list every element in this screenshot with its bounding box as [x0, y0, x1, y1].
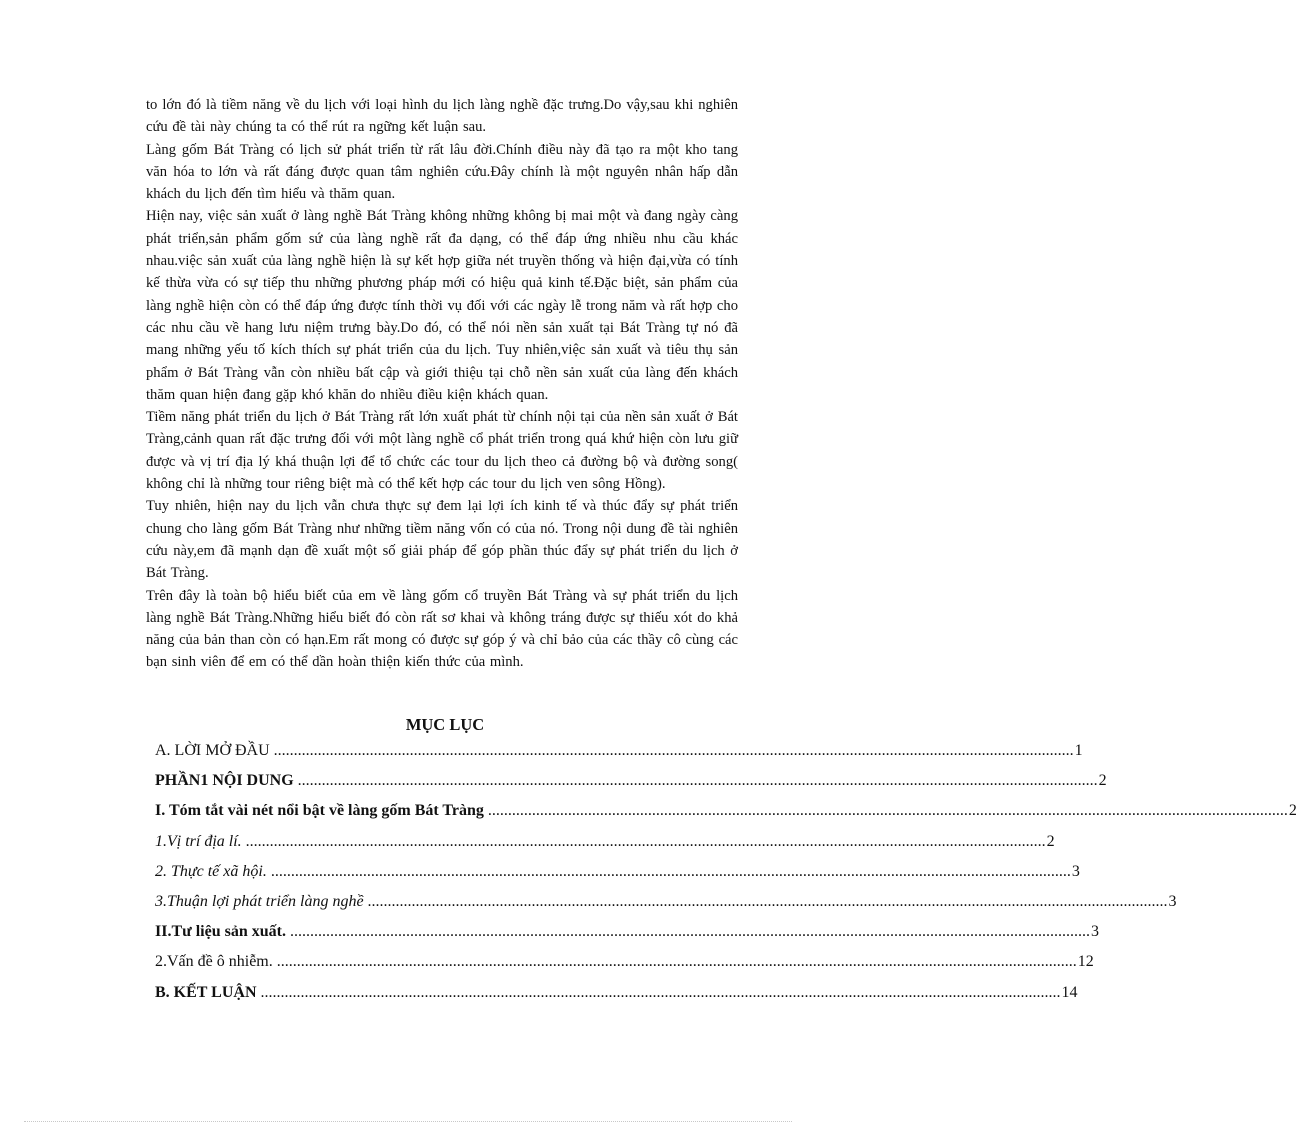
- footer-divider: [24, 1121, 792, 1122]
- toc-entry[interactable]: [155, 857, 1080, 887]
- table-of-contents: [155, 714, 1297, 1008]
- toc-entry-page: 12: [1077, 953, 1094, 971]
- toc-entry[interactable]: [155, 917, 1099, 947]
- toc-leader-dots: ........................................................................................................................................................................................................: [297, 772, 1098, 790]
- toc-entry[interactable]: [155, 827, 1055, 857]
- paragraph: to lớn đó là tiềm năng về du lịch với loại hình du lịch làng nghề đặc trưng.Do vậy,sau khi nghiên cứu đề tài này chúng ta có thể rút ra ngững kết luận sau.: [146, 97, 738, 136]
- toc-entry[interactable]: [155, 887, 1177, 917]
- toc-entry-label: B. KẾT LUẬN: [155, 983, 257, 1001]
- paragraph: Hiện nay, việc sản xuất ở làng nghề Bát Tràng không những không bị mai một và đang ngày càng phát triển,sản phẩm gốm sứ của làng nghề rất đa dạng, có thể đáp ứng nhiều nhu cầu khác nhau.việc sản xuất của làng nghề hiện là sự kết hợp giữa nét truyền thống và hiện đại,vừa có tính kế thừa vừa có sự tiếp thu những phương pháp mới có hiệu quả kinh tế.Đặc biệt, sản phẩm của làng nghề hiện còn có thể đáp ứng được tính thời vụ đối với các ngày lễ trong năm và rất hợp cho các nhu cầu về hang lưu niệm trưng bày.Do đó, có thể nói nền sản xuất tại Bát Tràng tự nó đã mang những yếu tố kích thích sự phát triển của du lịch. Tuy nhiên,việc sản xuất và tiêu thụ sản phẩm ở Bát Tràng vẫn còn nhiều bất cập và giới thiệu tại chỗ nền sản xuất của làng đến khách thăm quan hiện đang gặp khó khăn do nhiều điều kiện khách quan.: [146, 208, 738, 403]
- toc-leader-dots: ........................................................................................................................................................................................................: [289, 923, 1090, 941]
- toc-entry-page: 2: [1046, 832, 1055, 850]
- paragraph: Tiềm năng phát triển du lịch ở Bát Tràng rất lớn xuất phát từ chính nội tại của nền sản xuất ở Bát Tràng,cảnh quan rất đặc trưng đối với một làng nghề cổ phát triển trong quá khứ hiện còn lưu giữ được và vị trí địa lý khá thuận lợi để tổ chức các tour du lịch theo cả đường bộ và đường song( không chỉ là những tour riêng biệt mà có thể kết hợp các tour du lịch ven sông Hồng).: [146, 409, 738, 493]
- toc-entry-page: 3: [1090, 923, 1099, 941]
- toc-entry-label: PHẦN1 NỘI DUNG: [155, 772, 294, 790]
- toc-entry-label: I. Tóm tắt vài nét nổi bật về làng gốm Bát Tràng: [155, 802, 484, 820]
- paragraph: Tuy nhiên, hiện nay du lịch vẫn chưa thực sự đem lại lợi ích kinh tế và thúc đẩy sự phát triển chung cho làng gốm Bát Tràng như những tiềm năng vốn có của nó. Trong nội dung đề tài nghiên cứu này,em đã mạnh dạn đề xuất một số giải pháp để góp phần thúc đẩy sự phát triển du lịch ở Bát Tràng.: [146, 498, 738, 582]
- conclusion-text: [146, 94, 738, 674]
- toc-leader-dots: ........................................................................................................................................................................................................: [367, 892, 1168, 910]
- toc-leader-dots: ........................................................................................................................................................................................................: [260, 983, 1061, 1001]
- toc-leader-dots: ........................................................................................................................................................................................................: [245, 832, 1046, 850]
- toc-entry-label: 2. Thực tế xã hội.: [155, 862, 267, 880]
- toc-leader-dots: ........................................................................................................................................................................................................: [276, 953, 1077, 971]
- toc-entry-page: 3: [1168, 892, 1177, 910]
- toc-entry[interactable]: [155, 766, 1107, 796]
- toc-entry-label: A. LỜI MỞ ĐẦU: [155, 742, 270, 759]
- toc-entry-page: 2: [1098, 772, 1107, 790]
- toc-entry-label: II.Tư liệu sản xuất.: [155, 923, 286, 941]
- paragraph: Làng gốm Bát Tràng có lịch sử phát triển từ rất lâu đời.Chính điều này đã tạo ra một kho tang văn hóa to lớn và rất đáng được quan tâm nghiên cứu.Đây chính là một nguyên nhân hấp dẫn khách du lịch đến tìm hiểu và thăm quan.: [146, 141, 738, 203]
- paragraph: Trên đây là toàn bộ hiểu biết của em về làng gốm cổ truyền Bát Tràng và sự phát triển du lịch làng nghề Bát Tràng.Những hiểu biết đó còn rất sơ khai và không tráng được sự thiếu xót do khả năng của bản than còn có hạn.Em rất mong có được sự góp ý và chỉ bảo của các thầy cô cùng các bạn sinh viên để em có thể dần hoàn thiện kiến thức của mình.: [146, 587, 738, 671]
- toc-entry-page: 1: [1074, 742, 1083, 759]
- toc-entry[interactable]: [155, 736, 1083, 766]
- toc-entry-label: 1.Vị trí địa lí.: [155, 832, 242, 850]
- toc-entry-label: 2.Vấn đề ô nhiễm.: [155, 953, 273, 971]
- toc-leader-dots: ........................................................................................................................................................................................................: [270, 862, 1071, 880]
- toc-leader-dots: ........................................................................................................................................................................................................: [487, 802, 1288, 820]
- toc-entry-page: 3: [1071, 862, 1080, 880]
- toc-entry-page: 14: [1061, 983, 1078, 1001]
- toc-entry-label: 3.Thuận lợi phát triển làng nghề: [155, 892, 364, 910]
- toc-entry[interactable]: [155, 978, 1078, 1008]
- toc-entry[interactable]: [155, 796, 1297, 826]
- toc-leader-dots: ........................................................................................................................................................................................................: [273, 742, 1074, 759]
- toc-entry-page: 2: [1288, 802, 1297, 820]
- toc-entry[interactable]: [155, 947, 1094, 977]
- toc-title: MỤC LỤC: [405, 715, 485, 734]
